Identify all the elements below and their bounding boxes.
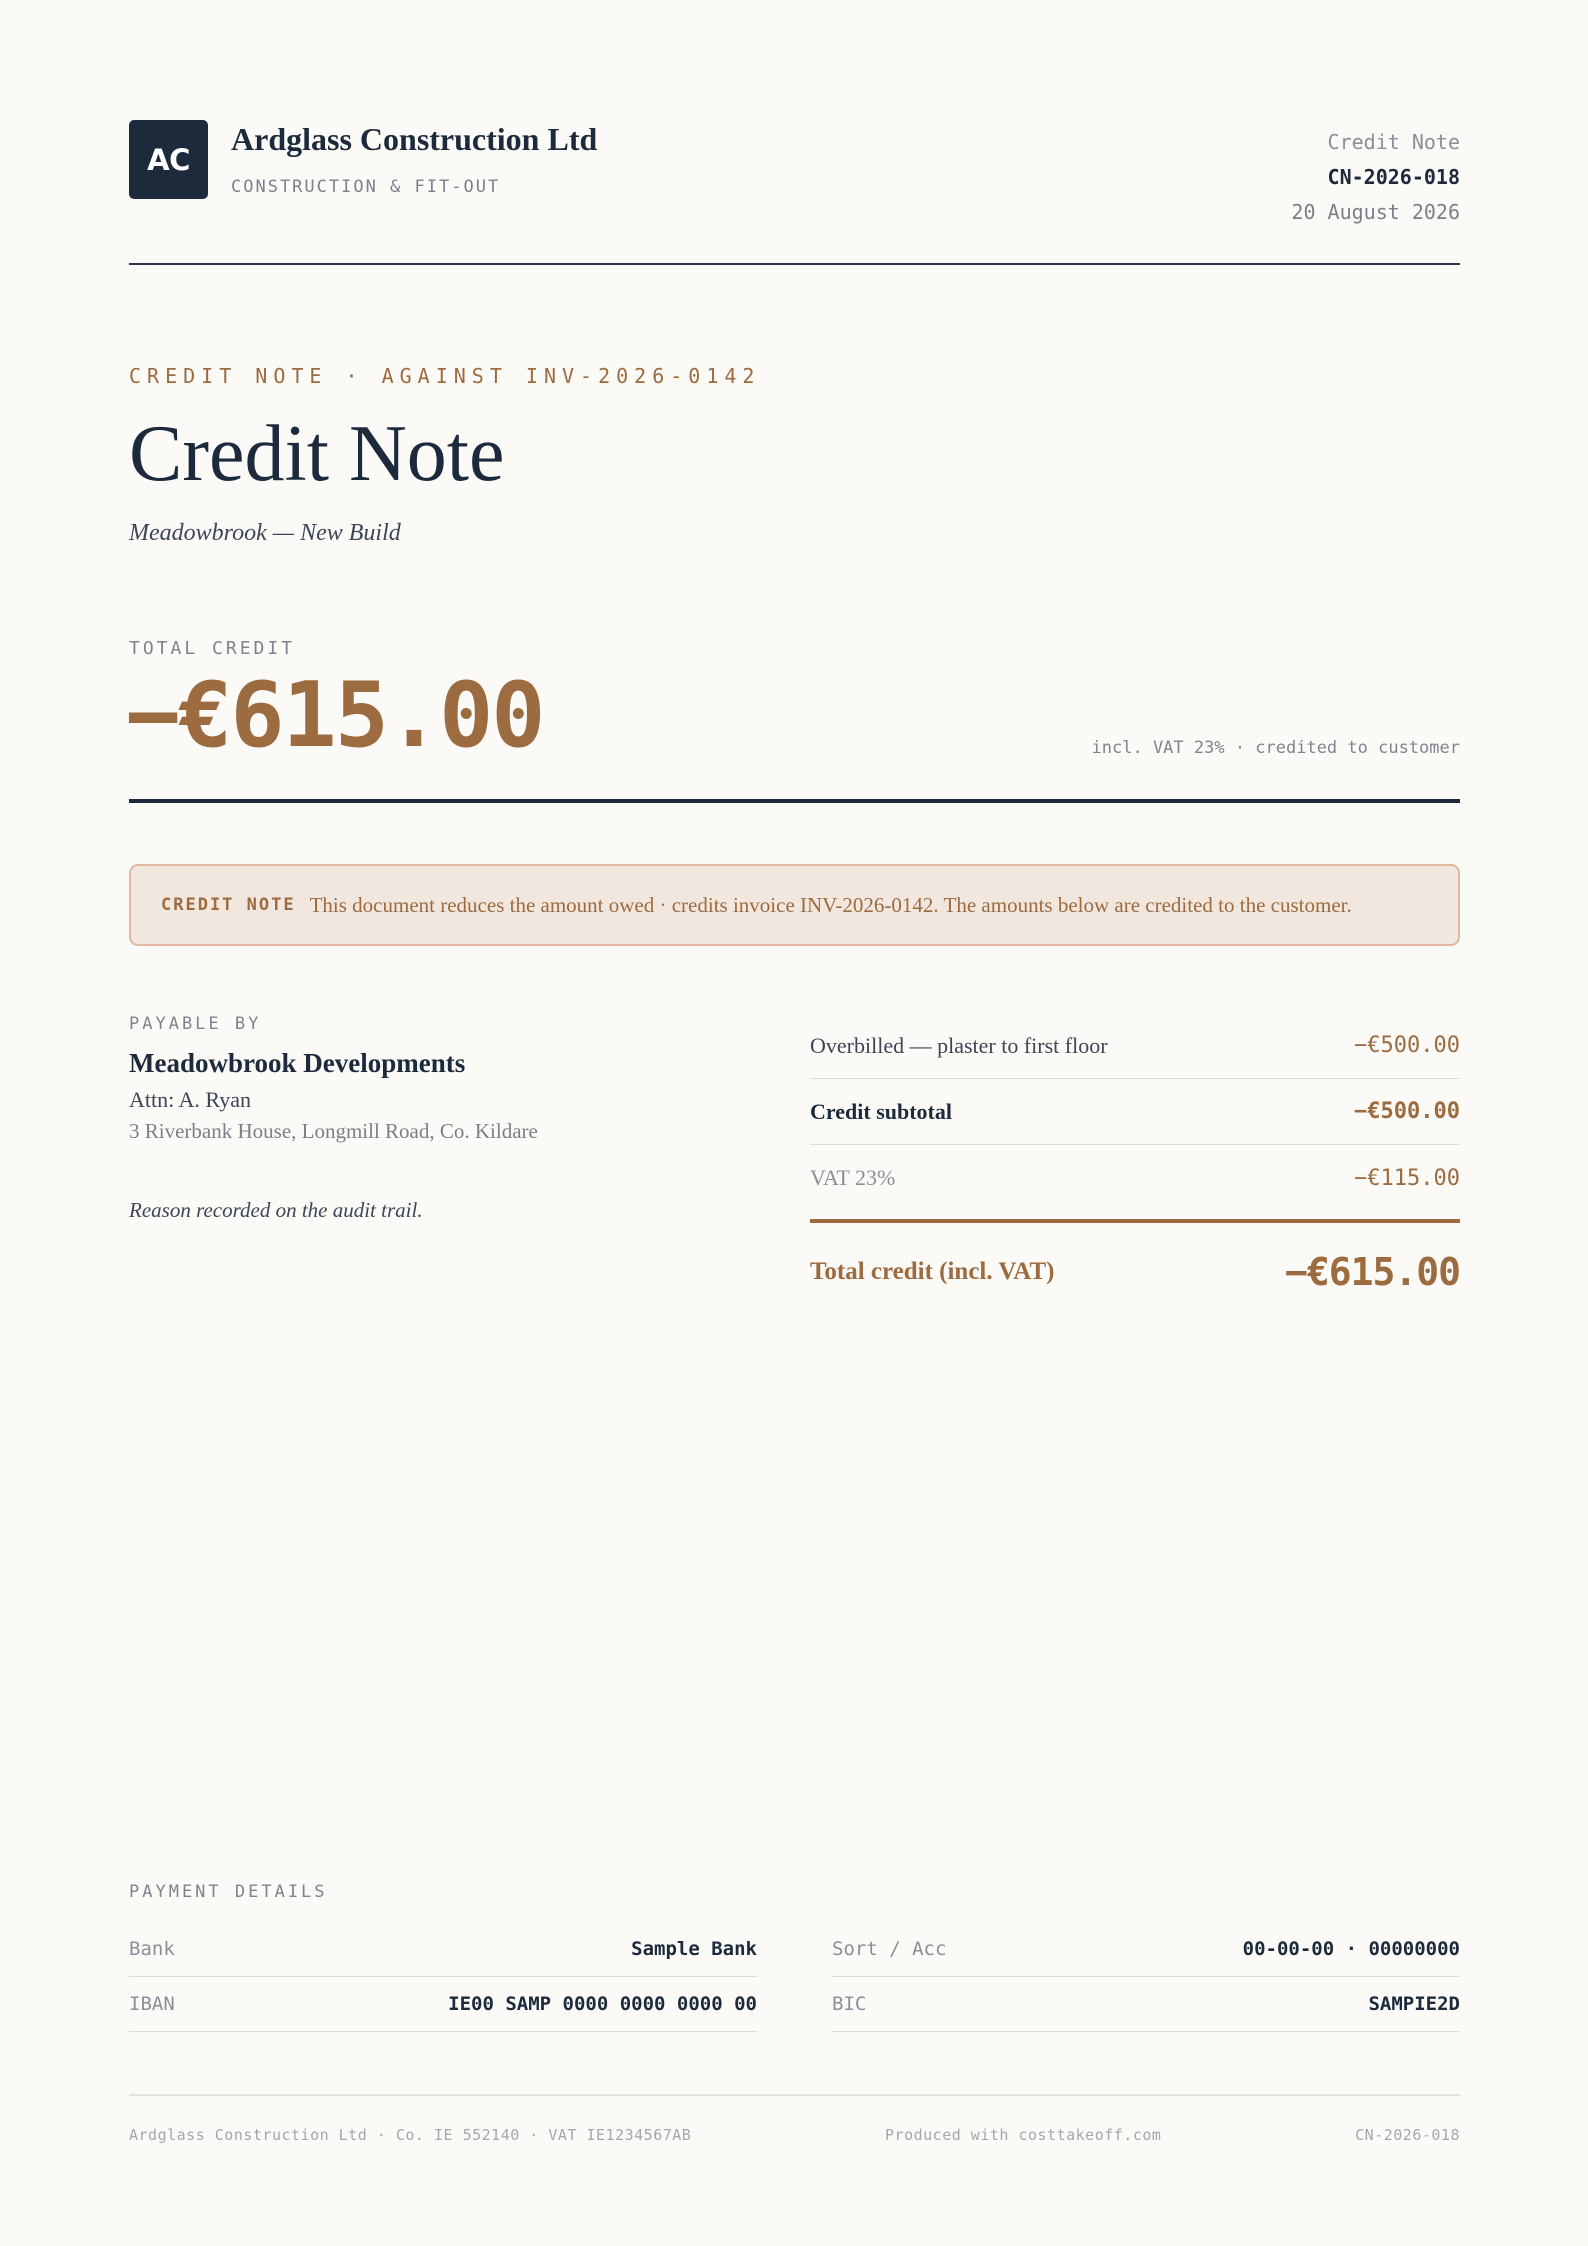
bank-label: Bank [129, 1938, 175, 1960]
sort-account-value: 00-00-00 · 00000000 [1242, 1938, 1460, 1960]
bank-value: Sample Bank [631, 1938, 757, 1960]
payment-details-right [832, 1922, 1460, 2032]
vat-label: VAT 23% [810, 1165, 896, 1190]
iban-value: IE00 SAMP 0000 0000 0000 00 [448, 1993, 757, 2015]
credit-note-page [126, 0, 1460, 2246]
grand-total-label: Total credit (incl. VAT) [810, 1258, 1055, 1285]
line-item-row [810, 1013, 1460, 1079]
credit-summary-table [810, 1013, 1460, 1321]
footer-divider [129, 2094, 1460, 2096]
total-credit-value: −€615.00 [126, 663, 544, 768]
payable-by-label: PAYABLE BY [129, 1014, 262, 1034]
credit-reason: Reason recorded on the audit trail. [129, 1198, 423, 1222]
grand-total-row [810, 1223, 1460, 1321]
payer-attention: Attn: A. Ryan [129, 1087, 251, 1112]
payer-address: 3 Riverbank House, Longmill Road, Co. Kildare [129, 1119, 538, 1143]
total-divider [129, 799, 1460, 803]
bic-label: BIC [832, 1993, 867, 2015]
bank-row [129, 1922, 757, 1977]
company-logo [129, 120, 208, 199]
document-meta [1291, 125, 1460, 230]
logo-initials: AC [147, 142, 190, 177]
sort-account-label: Sort / Acc [832, 1938, 947, 1960]
document-number: CN-2026-018 [1327, 165, 1460, 189]
payment-details-left [129, 1922, 757, 2032]
grand-total-value: −€615.00 [1284, 1250, 1460, 1294]
subtotal-row [810, 1079, 1460, 1145]
project-name: Meadowbrook — New Build [129, 520, 401, 546]
subtotal-value: −€500.00 [1354, 1099, 1460, 1124]
total-credit-note: incl. VAT 23% · credited to customer [1091, 738, 1460, 758]
vat-value: −€115.00 [1354, 1165, 1460, 1191]
bic-value: SAMPIE2D [1368, 1993, 1460, 2015]
header-divider [129, 263, 1460, 265]
page-footer [129, 2126, 1460, 2144]
footer-produced-with: Produced with costtakeoff.com [885, 2126, 1162, 2144]
notice-text: This document reduces the amount owed · credits invoice INV-2026-0142. The amounts below are credited to the customer. [309, 892, 1352, 917]
document-date: 20 August 2026 [1291, 200, 1460, 224]
page-title: Credit Note [129, 410, 505, 498]
footer-company-info: Ardglass Construction Ltd · Co. IE 552140 · VAT IE1234567AB [129, 2126, 692, 2144]
company-name: Ardglass Construction Ltd [231, 121, 598, 157]
eyebrow-reference: CREDIT NOTE · AGAINST INV-2026-0142 [129, 364, 761, 388]
total-credit-label: TOTAL CREDIT [129, 638, 296, 659]
payer-name: Meadowbrook Developments [129, 1048, 466, 1078]
line-item-description: Overbilled — plaster to first floor [810, 1032, 1108, 1058]
notice-tag: CREDIT NOTE [161, 895, 296, 915]
iban-label: IBAN [129, 1993, 175, 2015]
vat-row [810, 1145, 1460, 1211]
document-type-label: Credit Note [1327, 130, 1460, 154]
credit-notice-banner [129, 864, 1460, 946]
subtotal-label: Credit subtotal [810, 1098, 952, 1124]
company-tagline: CONSTRUCTION & FIT-OUT [231, 177, 501, 197]
line-item-amount: −€500.00 [1354, 1033, 1460, 1058]
footer-document-number: CN-2026-018 [1355, 2126, 1460, 2144]
bic-row [832, 1977, 1460, 2032]
iban-row [129, 1977, 757, 2032]
sort-account-row [832, 1922, 1460, 1977]
payment-details-label: PAYMENT DETAILS [129, 1882, 328, 1902]
